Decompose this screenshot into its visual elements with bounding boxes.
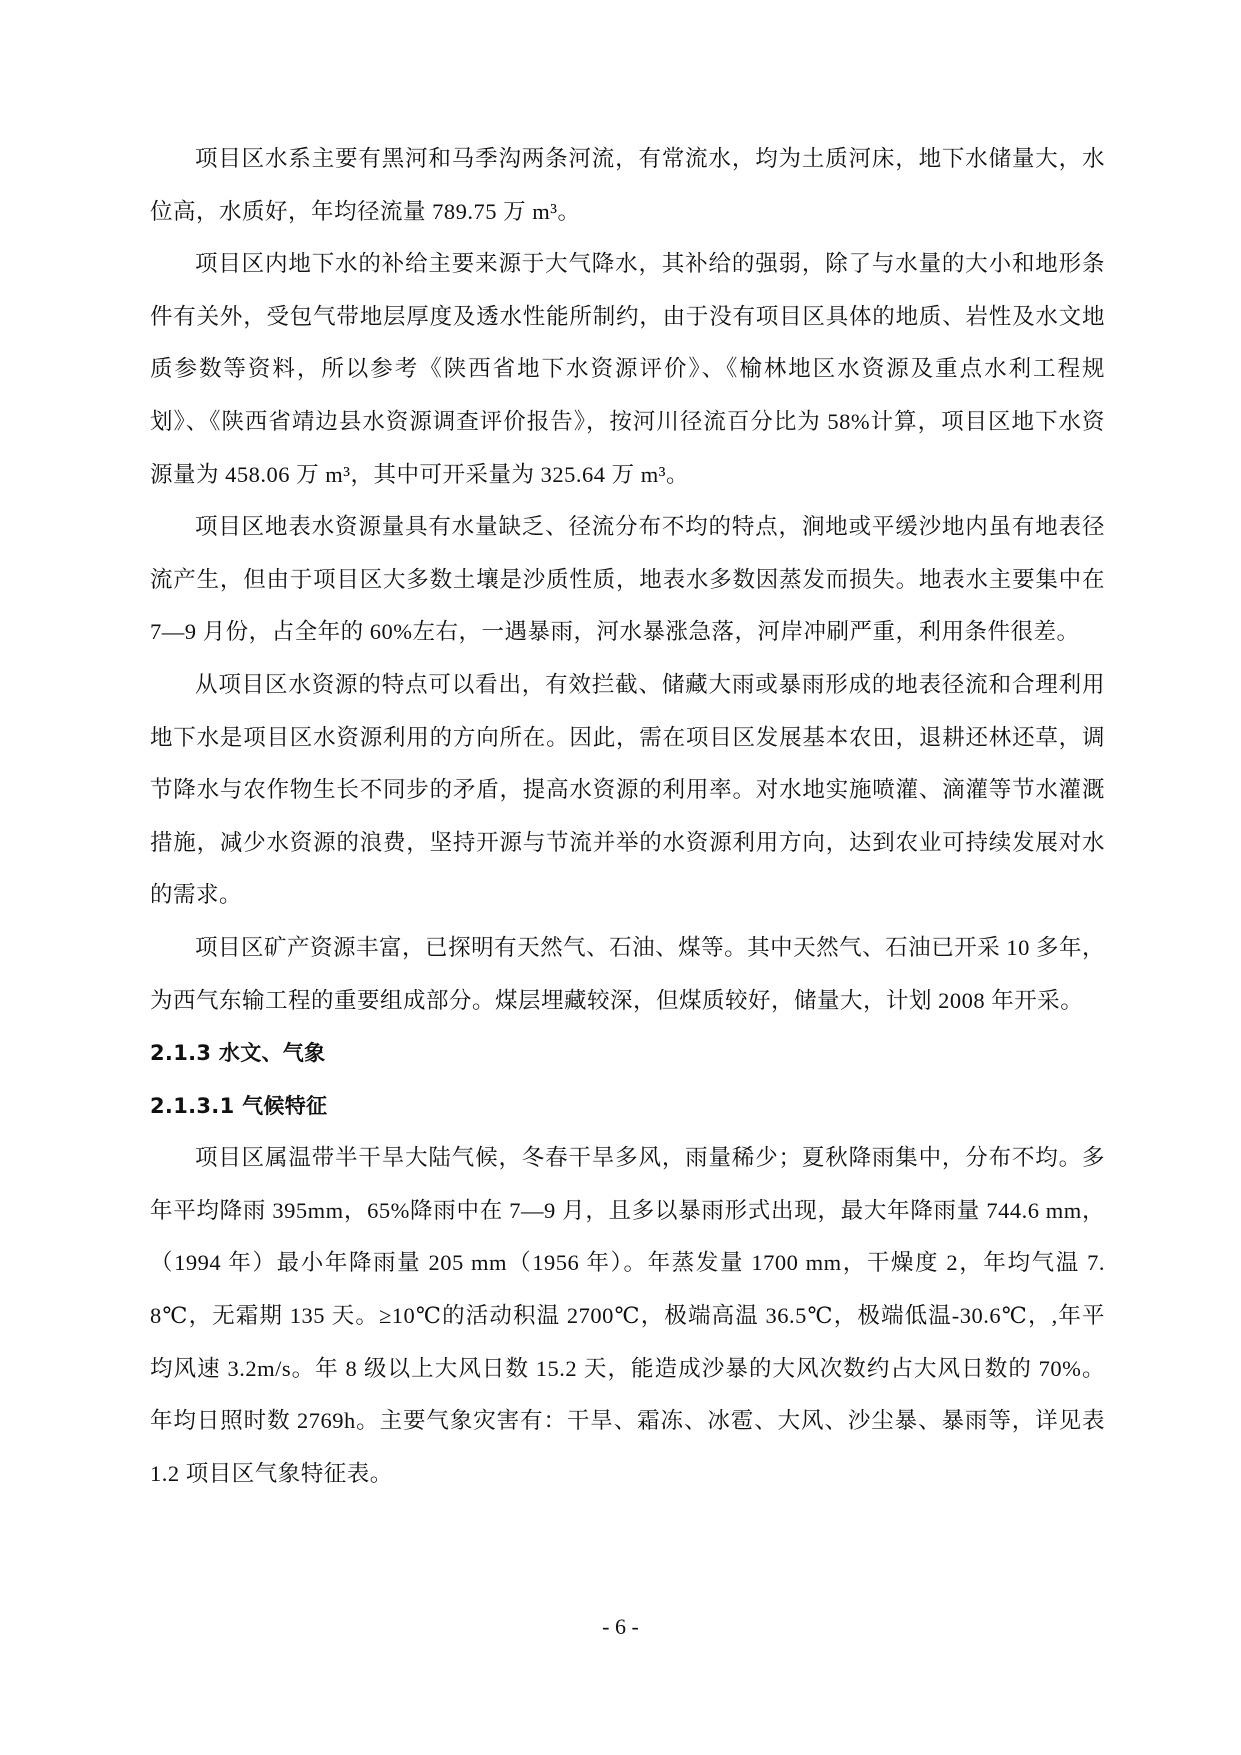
paragraph-water-utilization: 从项目区水资源的特点可以看出，有效拦截、储藏大雨或暴雨形成的地表径流和合理利用地下水是项目区水资源利用的方向所在。因此，需在项目区发展基本农田，退耕还林还草，调节降水与农作物生长不同步的矛盾，提高水资源的利用率。对水地实施喷灌、滴灌等节水灌溉措施，减少水资源的浪费，坚持开源与节流并举的水资源利用方向，达到农业可持续发展对水的需求。: [150, 671, 1105, 908]
subsection-heading-climate: 2.1.3.1 气候特征: [150, 1093, 328, 1118]
document-body: [150, 133, 1105, 1500]
paragraph-mineral-resources: 项目区矿产资源丰富，已探明有天然气、石油、煤等。其中天然气、石油已开采 10 多年，为西气东输工程的重要组成部分。煤层埋藏较深，但煤质较好，储量大，计划 2008 年开采。: [150, 934, 1105, 1013]
paragraph-water-system: 项目区水系主要有黑河和马季沟两条河流，有常流水，均为土质河床，地下水储量大，水位高，水质好，年均径流量 789.75 万 m³。: [150, 146, 1105, 224]
paragraph-climate: 项目区属温带半干旱大陆气候，冬春干旱多风，雨量稀少；夏秋降雨集中，分布不均。多年平均降雨 395mm，65%降雨中在 7—9 月，且多以暴雨形式出现，最大年降雨量 744.6 mm，（1994 年）最小年降雨量 205 mm（1956 年）。年蒸发量 1700 mm，干燥度 2，年均气温 7.8℃，无霜期 135 天。≥10℃的活动积温 2700℃，极端高温 36.5℃，极端低温-30.6℃，,年平均风速 3.2m/s。年 8 级以上大风日数 15.2 天，能造成沙暴的大风次数约占大风日数的 70%。年均日照时数 2769h。主要气象灾害有：干旱、霜冻、冰雹、大风、沙尘暴、暴雨等，详见表 1.2 项目区气象特征表。: [150, 1145, 1105, 1486]
paragraph-groundwater: 项目区内地下水的补给主要来源于大气降水，其补给的强弱，除了与水量的大小和地形条件有关外，受包气带地层厚度及透水性能所制约，由于没有项目区具体的地质、岩性及水文地质参数等资料，所以参考《陕西省地下水资源评价》、《榆林地区水资源及重点水利工程规划》、《陕西省靖边县水资源调查评价报告》，按河川径流百分比为 58%计算，项目区地下水资源量为 458.06 万 m³，其中可开采量为 325.64 万 m³。: [150, 251, 1105, 487]
paragraph-surface-water: 项目区地表水资源量具有水量缺乏、径流分布不均的特点，涧地或平缓沙地内虽有地表径流产生，但由于项目区大多数土壤是沙质性质，地表水多数因蒸发而损失。地表水主要集中在 7—9 月份，占全年的 60%左右，一遇暴雨，河水暴涨急落，河岸冲刷严重，利用条件很差。: [150, 514, 1105, 645]
section-heading-hydrology-meteorology: 2.1.3 水文、气象: [150, 1041, 326, 1066]
page-number: - 6 -: [602, 1614, 639, 1639]
